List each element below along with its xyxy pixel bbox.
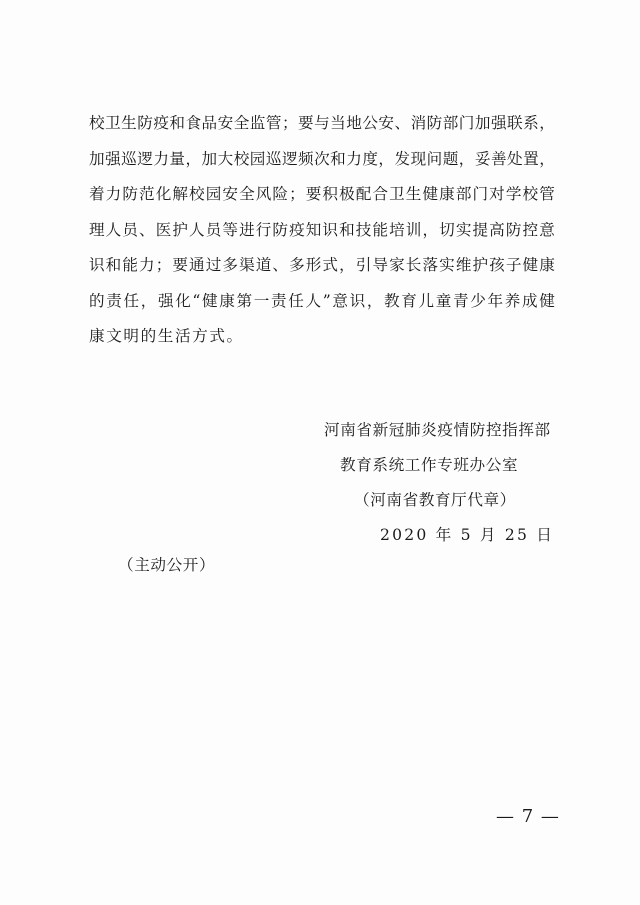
issue-date: 2020 年 5 月 25 日 [380,526,555,544]
body-line-6: 的责任，强化“健康第一责任人”意识，教育儿童青少年养成健 [89,291,555,310]
body-line-4: 理人员、医护人员等进行防疫知识和技能培训，切实提高防控意 [89,220,555,239]
disclosure-note: （主动公开） [118,556,216,574]
body-line-2: 加强巡逻力量，加大校园巡逻频次和力度，发现问题，妥善处置， [89,149,555,168]
issuing-organization: 河南省新冠肺炎疫情防控指挥部 [324,421,551,439]
body-line-3: 着力防范化解校园安全风险；要积极配合卫生健康部门对学校管 [89,185,555,203]
body-line-5: 识和能力；要通过多渠道、多形式，引导家长落实维护孩子健康 [89,256,555,274]
seal-note: （河南省教育厅代章） [354,491,516,509]
body-line-1: 校卫生防疫和食品安全监管；要与当地公安、消防部门加强联系， [89,114,555,132]
body-paragraph [89,106,555,355]
issuing-office: 教育系统工作专班办公室 [340,456,519,474]
page-number: — 7 — [496,806,560,827]
body-line-7: 康文明的生活方式。 [89,327,244,345]
